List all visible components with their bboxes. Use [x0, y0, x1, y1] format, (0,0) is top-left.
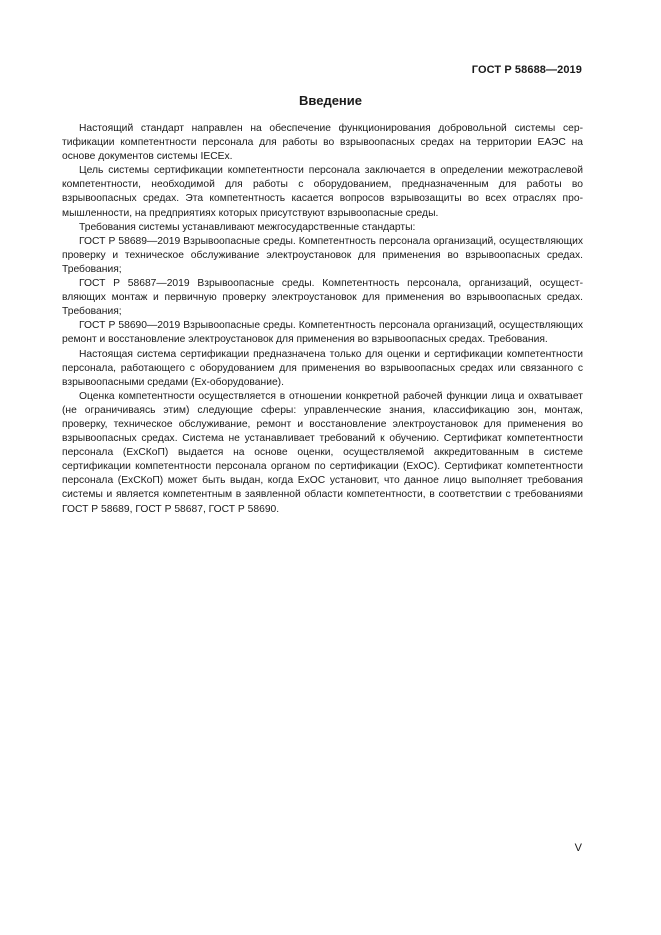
paragraph-scope: Настоящая система сертификации предназначена только для оценки и сертификации компетентности персонала, работающего с оборудованием для применения во взрывоопасных средах или связанного с взрывоопасными средами (Ех-оборудование).: [62, 348, 583, 388]
body-text: [62, 122, 583, 517]
paragraph-goal: Цель системы сертификации компетентности персонала заключается в определении межотраслевой компетентности, необходимой для работы с оборудованием, предназначенным для работы во взрывоопасных средах. Эта компетентность касается вопросов взрывозащиты во всех отраслях промышленности, на предприятиях которых присутствуют взрывоопасные среды.: [62, 165, 583, 219]
paragraph-purpose: Настоящий стандарт направлен на обеспечение функционирования добровольной системы сертификации компетентности персонала для работы во взрывоопасных средах на территории ЕАЭС на основе документов системы IECEx.: [62, 123, 583, 163]
paragraph-standard-58687: ГОСТ Р 58687—2019 Взрывоопасные среды. Компетентность персонала, организаций, осуществляющих монтаж и первичную проверку электроустановок для применения во взрывоопасных средах. Требования;: [62, 278, 583, 318]
section-title: Введение: [299, 93, 362, 108]
paragraph-standard-58689: ГОСТ Р 58689—2019 Взрывоопасные среды. Компетентность персонала организаций, осуществляющих проверку и техническое обслуживание электроустановок для применения во взрывоопасных средах. Требования;: [62, 235, 583, 275]
page-number: V: [574, 842, 582, 854]
paragraph-requirements-intro: Требования системы устанавливают межгосударственные стандарты:: [79, 221, 416, 233]
standard-code-header: ГОСТ Р 58688—2019: [471, 64, 582, 76]
paragraph-standard-58690: ГОСТ Р 58690—2019 Взрывоопасные среды. Компетентность персонала организаций, осуществляющих ремонт и восстановление электроустановок для применения во взрывоопасных средах. Требования.: [62, 320, 583, 346]
paragraph-assessment: Оценка компетентности осуществляется в отношении конкретной рабочей функции лица и охватывает (не ограничиваясь этим) следующие сферы: управленческие знания, классификацию зон, монтаж, проверку, техническое обслуживание, ремонт и восстановление электроустановок для применения во взрывоопасных средах. Система не устанавливает требований к обучению. Сертификат компетентности персонала (ExСКоП) выдается на основе оценки, осуществляемой аккредитованным в системе сертификации компетентности персонала органом по сертификации (ExОС). Сертификат компетентности персонала (ExСКоП) может быть выдан, когда ExОС установит, что данное лицо выполняет требования системы и является компетентным в заявленной области компетентности, в соответствии с требованиями ГОСТ Р 58689, ГОСТ Р 58687, ГОСТ Р 58690.: [62, 390, 583, 515]
